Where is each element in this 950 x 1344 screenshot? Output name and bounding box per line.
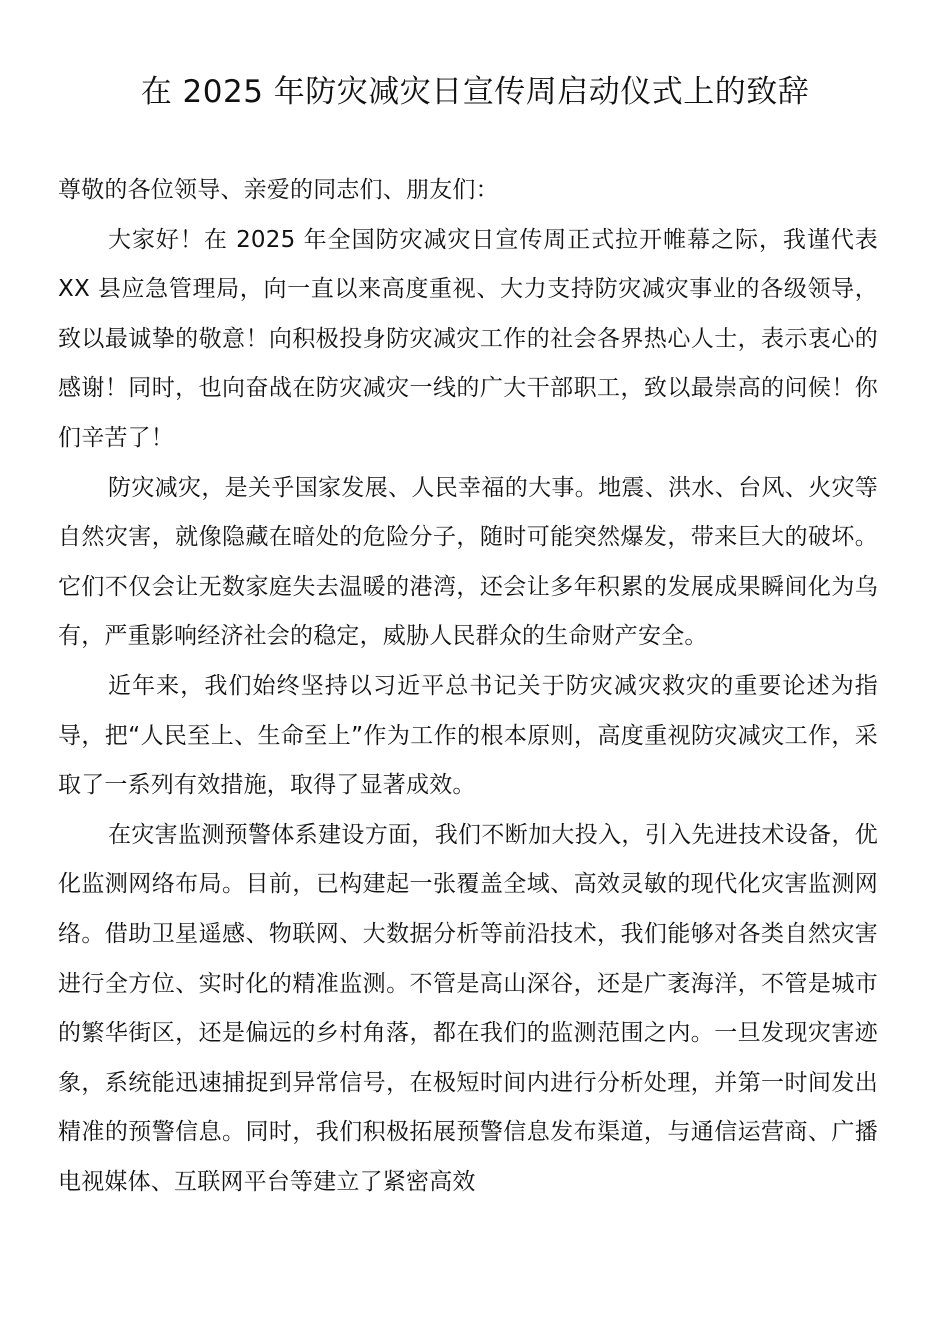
paragraph-1: 大家好！在 2025 年全国防灾减灾日宣传周正式拉开帷幕之际，我谨代表 XX 县应急管理局，向一直以来高度重视、大力支持防灾减灾事业的各级领导，致以最诚挚的敬意！向积极投身防灾减灾工作的社会各界热心人士，表示衷心的感谢！同时，也向奋战在防灾减灾一线的广大干部职工，致以最崇高的问候！你们辛苦了！ xyxy=(58,226,878,451)
paragraph-2: 防灾减灾，是关乎国家发展、人民幸福的大事。地震、洪水、台风、火灾等自然灾害，就像隐藏在暗处的危险分子，随时可能突然爆发，带来巨大的破坏。它们不仅会让无数家庭失去温暖的港湾，还会让多年积累的发展成果瞬间化为乌有，严重影响经济社会的稳定，威胁人民群众的生命财产安全。 xyxy=(58,474,878,650)
paragraph-3: 近年来，我们始终坚持以习近平总书记关于防灾减灾救灾的重要论述为指导，把“人民至上、生命至上”作为工作的根本原则，高度重视防灾减灾工作，采取了一系列有效措施，取得了显著成效。 xyxy=(58,672,878,799)
document-body xyxy=(58,166,878,1207)
document-title: 在 2025 年防灾减灾日宣传周启动仪式上的致辞 xyxy=(140,74,810,110)
salutation: 尊敬的各位领导、亲爱的同志们、朋友们： xyxy=(58,177,499,203)
paragraph-4: 在灾害监测预警体系建设方面，我们不断加大投入，引入先进技术设备，优化监测网络布局。目前，已构建起一张覆盖全域、高效灵敏的现代化灾害监测网络。借助卫星遥感、物联网、大数据分析等前沿技术，我们能够对各类自然灾害进行全方位、实时化的精准监测。不管是高山深谷，还是广袤海洋，不管是城市的繁华街区，还是偏远的乡村角落，都在我们的监测范围之内。一旦发现灾害迹象，系统能迅速捕捉到异常信号，在极短时间内进行分析处理，并第一时间发出精准的预警信息。同时，我们积极拓展预警信息发布渠道，与通信运营商、广播电视媒体、互联网平台等建立了紧密高效 xyxy=(58,821,878,1195)
